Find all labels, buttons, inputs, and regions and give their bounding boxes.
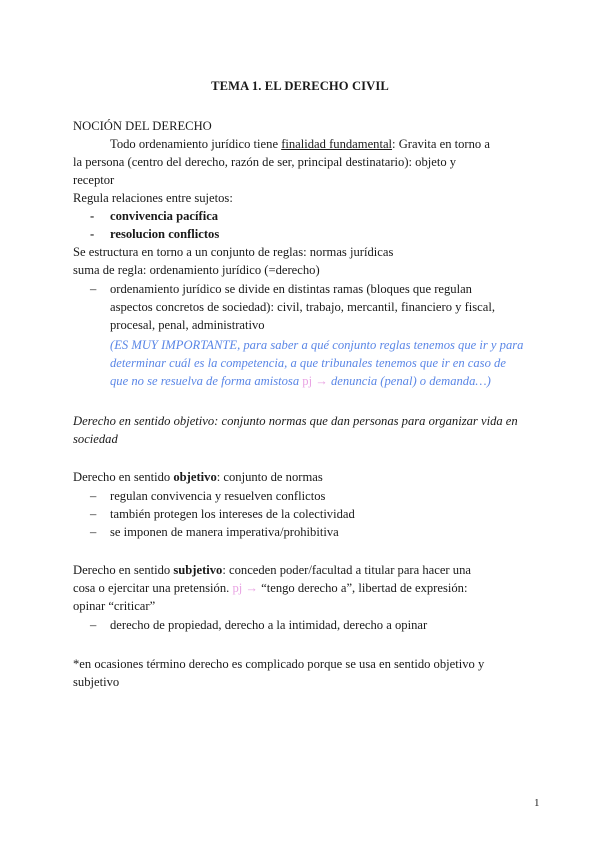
note-blue-line1: (ES MUY IMPORTANTE, para saber a qué conjunto reglas tenemos que ir y para: [110, 338, 524, 352]
objetivo-item-3: se imponen de manera imperativa/prohibitiva: [110, 525, 339, 539]
objetivo-bold: objetivo: [173, 470, 217, 484]
bold-bullet-2: resolucion conflictos: [110, 227, 220, 241]
ramas-line3: procesal, penal, administrativo: [110, 318, 265, 332]
dash-marker: -: [90, 209, 95, 223]
subjetivo-line2: [73, 579, 467, 597]
objetivo-italic-line2: sociedad: [73, 432, 118, 446]
dash-marker: –: [90, 525, 97, 539]
note-blue-pre: que no se resuelva de forma amistosa: [110, 374, 303, 388]
dash-marker: –: [90, 507, 97, 521]
dash-marker: –: [90, 618, 97, 632]
para1-line2: la persona (centro del derecho, razón de ser, principal destinatario): objeto y: [73, 155, 457, 169]
document-title: TEMA 1. EL DERECHO CIVIL: [211, 79, 389, 93]
subjetivo-pre: Derecho en sentido: [73, 563, 174, 577]
para1-underlined: finalidad fundamental: [281, 137, 393, 151]
ramas-line2: aspectos concretos de sociedad): civil, trabajo, mercantil, financiero y fiscal,: [110, 300, 496, 314]
objetivo-italic-line1: Derecho en sentido objetivo: conjunto normas que dan personas para organizar vida en: [73, 414, 518, 428]
note-blue-line3: [110, 372, 491, 390]
ramas-line1: ordenamiento jurídico se divide en distintas ramas (bloques que regulan: [110, 282, 472, 296]
dash-marker: –: [90, 282, 97, 296]
subjetivo-bold: subjetivo: [173, 563, 223, 577]
bold-bullet-1: convivencia pacífica: [110, 209, 219, 223]
note-pink-example: pj →: [302, 374, 328, 388]
objetivo-pre: Derecho en sentido: [73, 470, 174, 484]
dash-marker: -: [90, 227, 95, 241]
subjetivo-l2-pre: cosa o ejercitar una pretensión.: [73, 581, 233, 595]
subjetivo-line1: [73, 561, 471, 579]
suma-line: suma de regla: ordenamiento jurídico (=derecho): [73, 263, 320, 277]
subjetivo-post: : conceden poder/facultad a titular para hacer una: [222, 563, 471, 577]
subjetivo-line3: opinar “criticar”: [73, 599, 156, 613]
subjetivo-pink-example: pj →: [232, 581, 258, 595]
note-blue-line2: determinar cuál es la competencia, a que tribunales tenemos que ir en caso de: [110, 356, 506, 370]
para1-post: : Gravita en torno a: [392, 137, 490, 151]
para1-line1: [110, 135, 490, 153]
para1-line3: receptor: [73, 173, 115, 187]
objetivo-item-2: también protegen los intereses de la colectividad: [110, 507, 355, 521]
dash-marker: –: [90, 489, 97, 503]
objetivo-post: : conjunto de normas: [216, 470, 323, 484]
subjetivo-item-1: derecho de propiedad, derecho a la intimidad, derecho a opinar: [110, 618, 428, 632]
nota-line2: subjetivo: [73, 675, 120, 689]
page-number: 1: [534, 797, 540, 809]
nota-line1: *en ocasiones término derecho es complicado porque se usa en sentido objetivo y: [73, 657, 485, 671]
objetivo-heading: [73, 468, 323, 486]
para1-pre: Todo ordenamiento jurídico tiene: [110, 137, 282, 151]
subjetivo-l2-post: “tengo derecho a”, libertad de expresión:: [258, 581, 468, 595]
estructura-line: Se estructura en torno a un conjunto de reglas: normas jurídicas: [73, 245, 394, 259]
regula-line: Regula relaciones entre sujetos:: [73, 191, 233, 205]
note-blue-post: denuncia (penal) o demanda…): [327, 374, 491, 388]
section-heading: NOCIÓN DEL DERECHO: [73, 119, 212, 133]
objetivo-item-1: regulan convivencia y resuelven conflictos: [110, 489, 326, 503]
